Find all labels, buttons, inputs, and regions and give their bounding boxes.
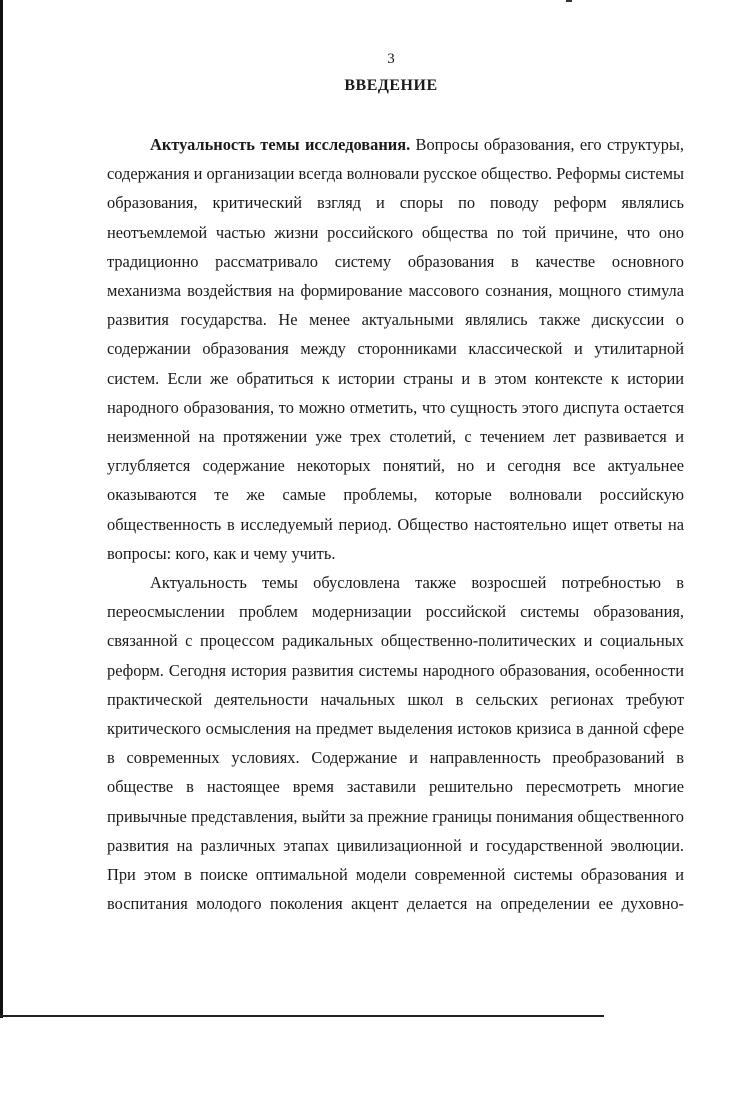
section-heading: ВВЕДЕНИЕ [344, 77, 438, 94]
paragraph-relevance [107, 130, 684, 568]
paragraph-modernization [107, 568, 684, 918]
paragraph-text: Актуальность темы обусловлена также возросшей потребностью в переосмыслении проблем модернизации российской системы образования, связанной с процессом радикальных общественно-политических и социальных реформ. Сегодня история развития системы народного образования, особенности практической деятельности начальных школ в сельских регионах требуют критического осмысления на предмет выделения истоков кризиса в данной сфере в современных условиях. Содержание и направленность преобразований в обществе в настоящее время заставили решительно пересмотреть многие привычные представления, выйти за прежние границы понимания общественного развития на различных этапах цивилизационной и государственной эволюции. При этом в поиске оптимальной модели современной системы образования и воспитания молодого поколения акцент делается на определении ее духовно- [107, 573, 684, 914]
scan-bottom-edge [0, 1015, 604, 1017]
page-number: 3 [387, 51, 395, 67]
paragraph-text: Вопросы образования, его структуры, содержания и организации всегда волновали русское общество. Реформы системы образования, критический взгляд и споры по поводу реформ являлись неотъемлемой частью жизни российского общества по той причине, что оно традиционно рассматривало систему образования в качестве основного механизма воздействия на формирование массового сознания, мощного стимула развития государства. Не менее актуальными являлись также дискуссии о содержании образования между сторонниками классической и утилитарной систем. Если же обратиться к истории страны и в этом контексте к истории народного образования, то можно отметить, что сущность этого диспута остается неизменной на протяжении уже трех столетий, с течением лет развивается и углубляется содержание некоторых понятий, но и сегодня все актуальнее оказываются те же самые проблемы, которые волновали российскую общественность в исследуемый период. Общество настоятельно ищет ответы на вопросы: кого, как и чему учить. [107, 135, 684, 563]
scan-top-mark [566, 0, 572, 2]
paragraph-lead: Актуальность темы исследования. [150, 135, 411, 154]
scan-left-edge [0, 0, 3, 1018]
document-body [107, 130, 684, 918]
